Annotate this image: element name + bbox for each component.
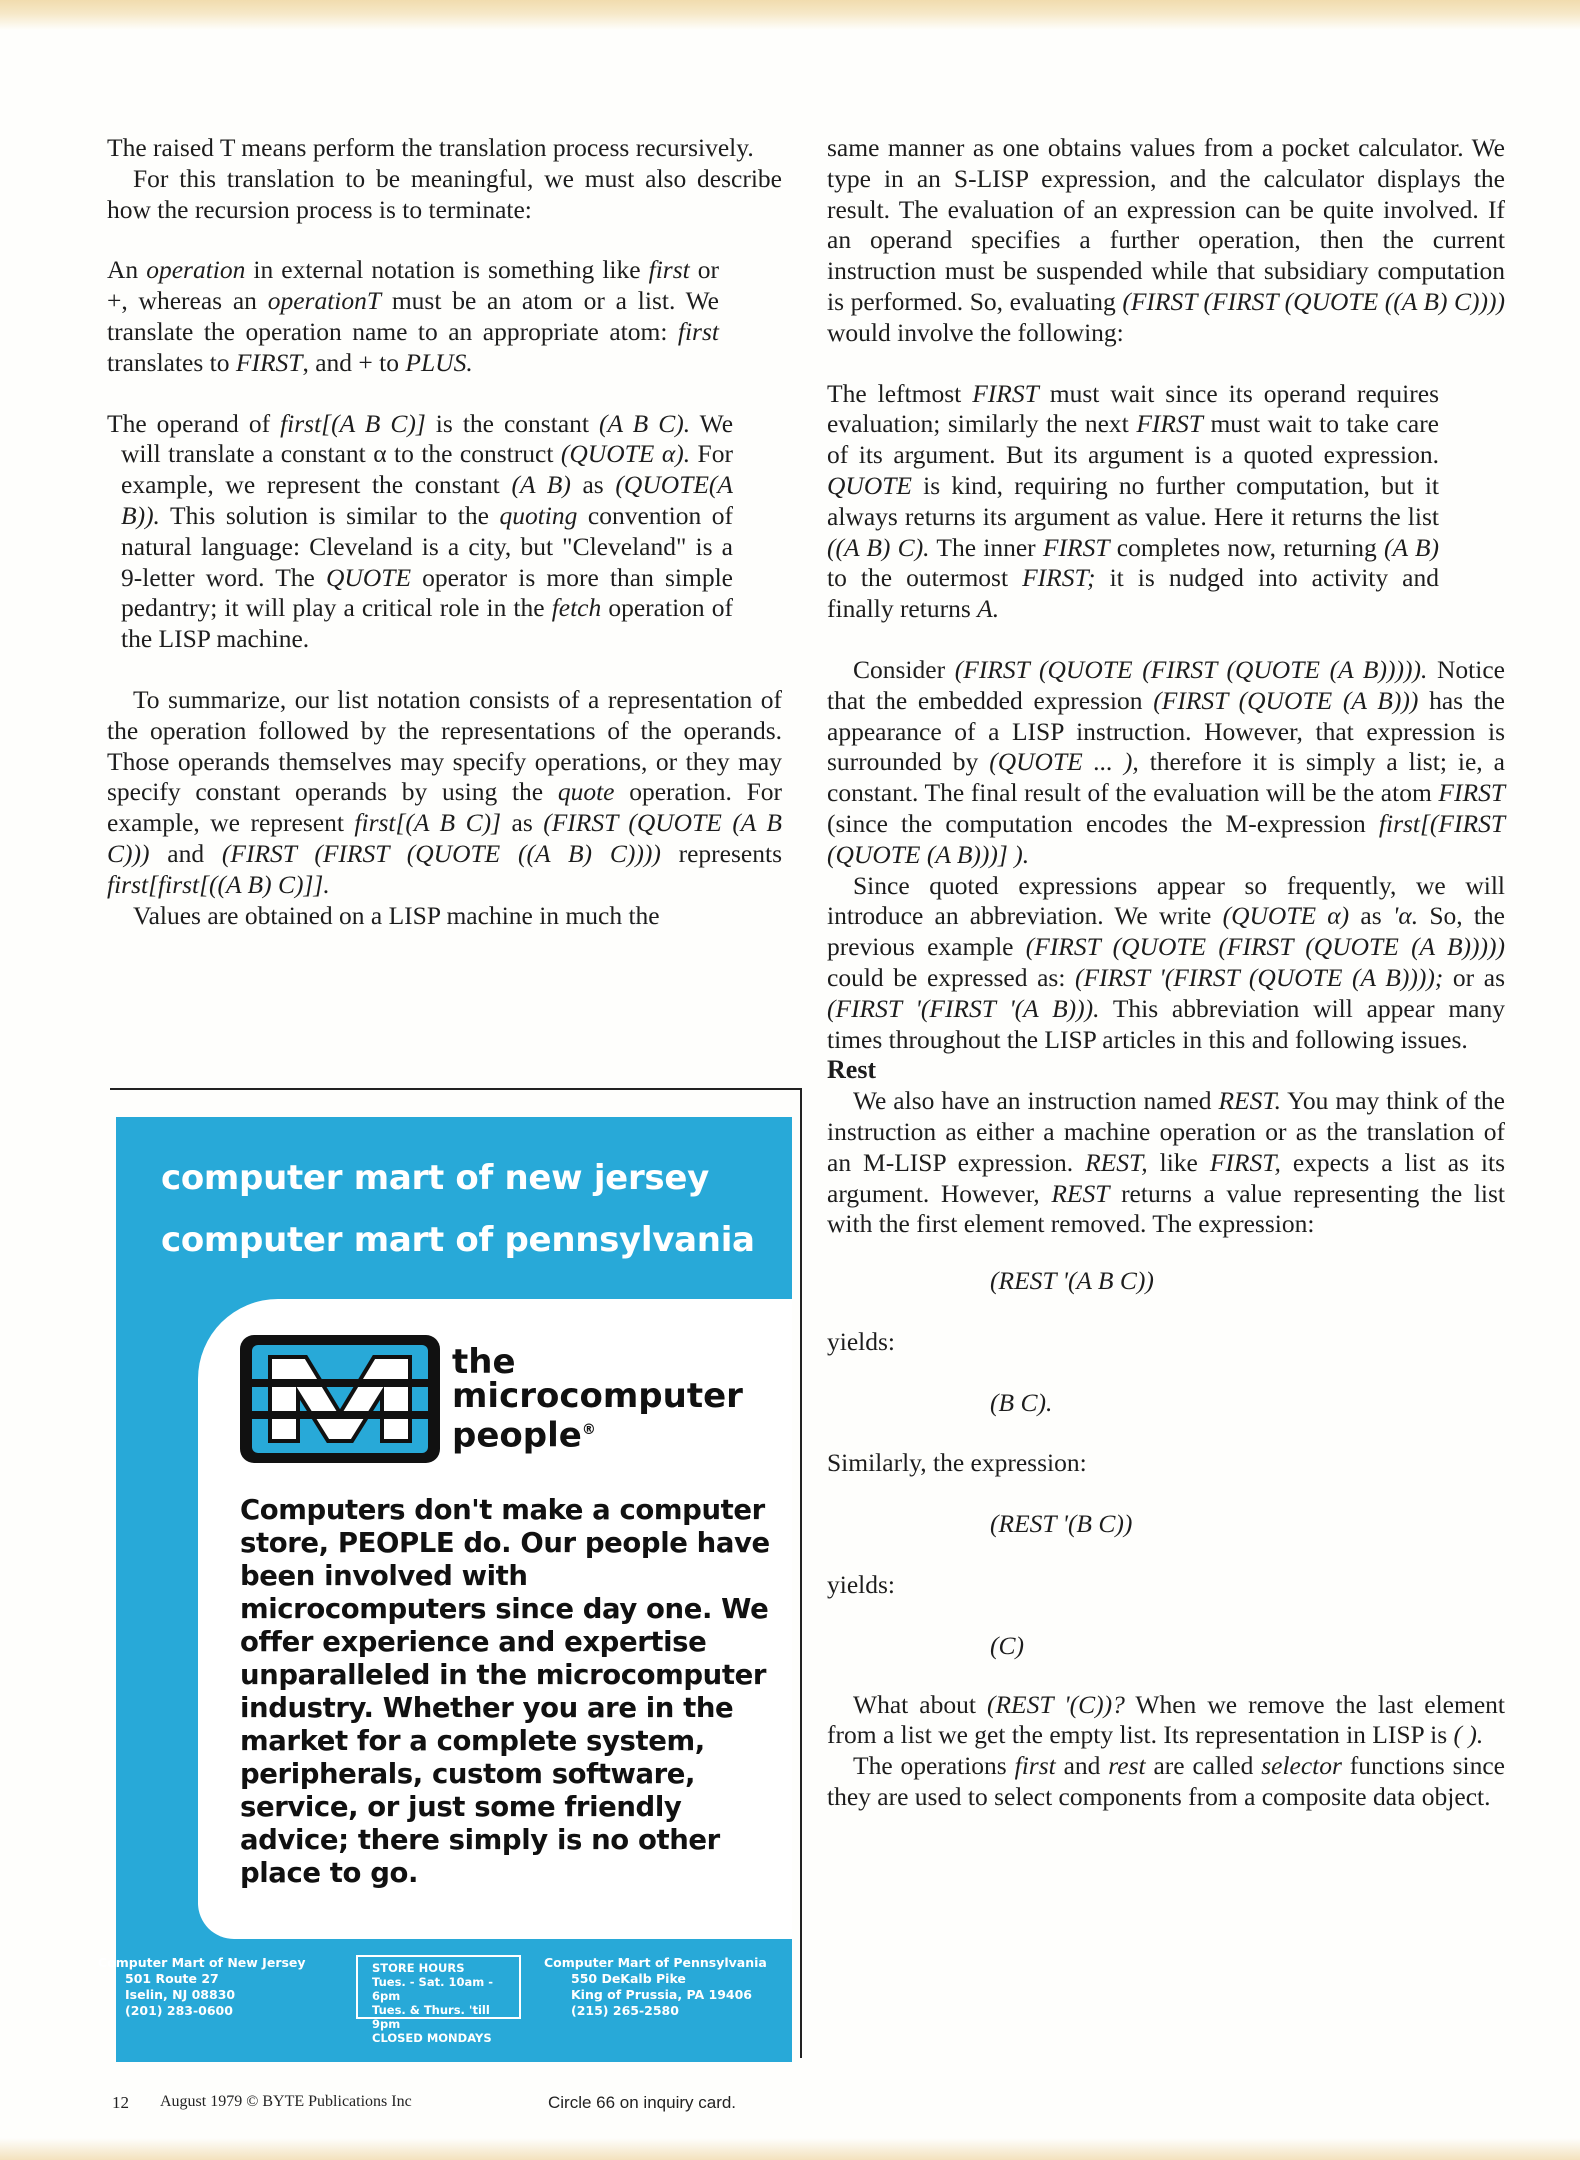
ad-headline-nj: computer mart of new jersey [161, 1158, 709, 1198]
paragraph: Values are obtained on a LISP machine in much the [133, 900, 660, 930]
code-example: (B C). [990, 1387, 1053, 1417]
paragraph: We also have an instruction named REST. You may think of the instruction as either a machine operation or as the translation of an M-LISP expression. REST, like FIRST, expects a list as its argument. However, REST returns a value representing the list with the first element removed. The expression: [827, 1086, 1506, 1239]
bottom-edge [0, 2138, 1580, 2160]
hours-line: CLOSED MONDAYS [372, 2031, 492, 2045]
body-text: yields: [827, 1570, 895, 1600]
right-column [827, 133, 1505, 1813]
paragraph: The leftmost FIRST must wait since its operand requires evaluation; similarly the next FIRST must wait to take care of its argument. But its argument is a quoted expression. QUOTE is kind, requiring no further computation, but it always returns its argument as value. Here it returns the list ((A B) C). The inner FIRST completes now, returning (A B) to the outermost FIRST; it is nudged into activity and finally returns A. [827, 378, 1440, 624]
hours-line: Tues. - Sat. 10am - 6pm [372, 1975, 493, 2003]
paragraph: To summarize, our list notation consists of a representation of the operation followed by the representations of the operands. Those operands themselves may specify operations, or they may specify constant operands by using the quote operation. For example, we represent first[(A B C)] as (FIRST (QUOTE (A B C))) and (FIRST (FIRST (QUOTE ((A B) C)))) represents first[first[((A B) C)]]. [107, 684, 782, 899]
brand-line: people® [452, 1415, 596, 1456]
paragraph: Since quoted expressions appear so frequently, we will introduce an abbreviation. We write (QUOTE α) as 'α. So, the previous example (FIRST (QUOTE (FIRST (QUOTE (A B))))) could be expressed as: (FIRST '(FIRST (QUOTE (A B)))); or as (FIRST '(FIRST '(A B))). This abbreviation will appear many times throughout the LISP articles in this and following issues. [827, 870, 1506, 1054]
store-name: Computer Mart of Pennsylvania [544, 1955, 767, 1970]
store-nj [98, 1955, 306, 2019]
store-phone: (201) 283-0600 [125, 2003, 233, 2018]
ad-copy: Computers don't make a computer store, PEOPLE do. Our people have been involved with microcomputers since day one. We offer experience and expertise unparalleled in the microcomputer industry. Whether you are in the market for a complete system, peripherals, custom software, service, or just some friendly advice; there simply is no other place to go. [240, 1494, 770, 1889]
paragraph: same manner as one obtains values from a pocket calculator. We type in an S-LISP expression, and the calculator displays the result. The evaluation of an expression can be quite involved. If an operand specifies a further operation, then the current instruction must be suspended while that subsidiary computation is performed. So, evaluating (FIRST (FIRST (QUOTE ((A B) C)))) would involve the following: [827, 133, 1505, 347]
ad-border-right [800, 1088, 802, 2058]
paragraph: The operations first and rest are called selector functions since they are used to select components from a composite data object. [827, 1751, 1505, 1812]
footer-circle: Circle 66 on inquiry card. [548, 2093, 737, 2112]
store-name: Computer Mart of New Jersey [98, 1955, 306, 1970]
code-example: (C) [990, 1630, 1024, 1660]
paragraph: For this translation to be meaningful, we must also describe how the recursion process is to terminate: [107, 163, 782, 224]
page-number: 12 [112, 2093, 129, 2112]
paragraph: What about (REST '(C))? When we remove the last element from a list we get the empty list. Its representation in LISP is ( ). [827, 1689, 1505, 1750]
ad-brand [452, 1342, 743, 1456]
ad-headline-pa: computer mart of pennsylvania [161, 1220, 755, 1260]
store-hours-box [356, 1955, 521, 2045]
store-address: 550 DeKalb Pike [571, 1971, 686, 1986]
body-text: Similarly, the expression: [827, 1448, 1087, 1478]
section-heading: Rest [827, 1055, 877, 1085]
paragraph: Consider (FIRST (QUOTE (FIRST (QUOTE (A B))))). Notice that the embedded expression (FIRST (QUOTE (A B))) has the appearance of a LISP instruction. However, that expression is surrounded by (QUOTE ... ), therefore it is simply a list; ie, a constant. The final result of the evaluation will be the atom FIRST (since the computation encodes the M-expression first[(FIRST (QUOTE (A B)))] ). [827, 654, 1505, 869]
ad-border-top [110, 1088, 802, 1090]
body-text: yields: [827, 1326, 895, 1356]
paragraph: The raised T means perform the translation process recursively. [107, 133, 754, 162]
paragraph: The operand of first[(A B C)] is the constant (A B C). We will translate a constant α to the construct (QUOTE α). For example, we represent the constant (A B) as (QUOTE(A B)). This solution is similar to the quoting convention of natural language: Cleveland is a city, but "Cleveland" is a 9-letter word. The QUOTE operator is more than simple pedantry; it will play a critical role in the fetch operation of the LISP machine. [107, 408, 734, 654]
store-phone: (215) 265-2580 [571, 2003, 679, 2018]
code-example: (REST '(B C)) [990, 1509, 1133, 1539]
advertisement [98, 1117, 792, 2062]
paragraph: An operation in external notation is something like first or +, whereas an operationT must be an atom or a list. We translate the operation name to an appropriate atom: first translates to FIRST, and + to PLUS. [107, 255, 719, 377]
code-example: (REST '(A B C)) [990, 1266, 1154, 1296]
store-address: Iselin, NJ 08830 [125, 1987, 236, 2002]
top-edge [0, 0, 1580, 30]
footer-date: August 1979 © BYTE Publications Inc [160, 2093, 412, 2110]
hours-line: Tues. & Thurs. 'till 9pm [372, 2003, 490, 2031]
brand-line: microcomputer [452, 1376, 743, 1416]
left-column [107, 133, 782, 931]
ad-headline [161, 1147, 755, 1271]
hours-line: STORE HOURS [372, 1961, 465, 1975]
store-pa [544, 1955, 767, 2019]
store-address: King of Prussia, PA 19406 [571, 1987, 752, 2002]
store-address: 501 Route 27 [125, 1971, 219, 1986]
computer-mart-logo-icon [240, 1335, 440, 1463]
brand-line: the [452, 1342, 516, 1382]
